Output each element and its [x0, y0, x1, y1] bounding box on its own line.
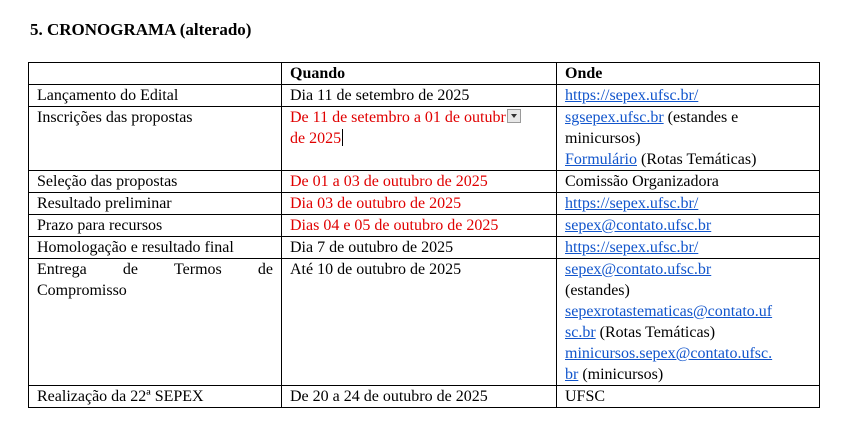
cell-what: Seleção das propostas — [29, 171, 282, 193]
cell-where — [557, 259, 820, 386]
where-note: (Rotas Temáticas) — [595, 324, 716, 341]
cell-what: Lançamento do Edital — [29, 85, 282, 107]
cell-what: Inscrições das propostas — [29, 107, 282, 171]
header-cell-empty — [29, 63, 282, 85]
link-sepex[interactable]: https://sepex.ufsc.br/ — [565, 195, 699, 212]
link-rotas-email-cont[interactable]: sc.br — [565, 324, 596, 341]
cell-when: Até 10 de outubro de 2025 — [282, 259, 557, 386]
where-note: (estandes e minicursos) — [565, 109, 739, 147]
table-row — [29, 386, 820, 408]
link-sepex-email[interactable]: sepex@contato.ufsc.br — [565, 217, 712, 234]
link-minicursos-email[interactable]: minicursos.sepex@contato.ufsc. — [565, 345, 773, 362]
cell-when: Dias 04 e 05 de outubro de 2025 — [282, 215, 557, 237]
when-text-line1: De 11 de setembro a 01 de outubr — [290, 109, 506, 126]
cell-when: De 01 a 03 de outubro de 2025 — [282, 171, 557, 193]
table-row — [29, 171, 820, 193]
schedule-table — [28, 62, 820, 408]
cell-what — [29, 259, 282, 386]
table-row — [29, 193, 820, 215]
cell-where — [557, 85, 820, 107]
chevron-down-icon[interactable] — [507, 109, 521, 123]
link-rotas-email[interactable]: sepexrotastematicas@contato.uf — [565, 303, 773, 320]
table-row — [29, 85, 820, 107]
what-word: Termos — [174, 261, 222, 278]
cell-when: Dia 11 de setembro de 2025 — [282, 85, 557, 107]
what-justified-line — [37, 259, 273, 280]
cell-what: Resultado preliminar — [29, 193, 282, 215]
table-row — [29, 107, 820, 171]
table-row — [29, 237, 820, 259]
text-cursor — [342, 129, 343, 146]
what-word: Entrega — [37, 261, 87, 278]
cell-what: Prazo para recursos — [29, 215, 282, 237]
link-minicursos-email-cont[interactable]: br — [565, 366, 579, 383]
table-row — [29, 259, 820, 386]
cell-where — [557, 237, 820, 259]
header-cell-onde: Onde — [557, 63, 820, 85]
what-word: de — [122, 261, 138, 278]
what-line2: Compromisso — [37, 282, 127, 299]
table-header-row — [29, 63, 820, 85]
link-formulario[interactable]: Formulário — [565, 151, 637, 168]
cell-when[interactable] — [282, 107, 557, 171]
section-title: 5. CRONOGRAMA (alterado) — [30, 20, 252, 39]
cell-what: Homologação e resultado final — [29, 237, 282, 259]
link-sepex[interactable]: https://sepex.ufsc.br/ — [565, 87, 699, 104]
header-cell-quando: Quando — [282, 63, 557, 85]
cell-when: Dia 7 de outubro de 2025 — [282, 237, 557, 259]
cell-when: Dia 03 de outubro de 2025 — [282, 193, 557, 215]
where-note: (minicursos) — [578, 366, 664, 383]
cell-where — [557, 215, 820, 237]
cell-when: De 20 a 24 de outubro de 2025 — [282, 386, 557, 408]
where-note: (estandes) — [565, 282, 630, 299]
link-sepex[interactable]: https://sepex.ufsc.br/ — [565, 239, 699, 256]
when-text-line2: de 2025 — [290, 130, 342, 147]
cell-where — [557, 107, 820, 171]
link-sepex-email[interactable]: sepex@contato.ufsc.br — [565, 261, 712, 278]
cell-where: UFSC — [557, 386, 820, 408]
cell-what: Realização da 22ª SEPEX — [29, 386, 282, 408]
where-note: (Rotas Temáticas) — [637, 151, 757, 168]
what-word: de — [257, 261, 273, 278]
link-sgsepex[interactable]: sgsepex.ufsc.br — [565, 109, 664, 126]
cell-where — [557, 193, 820, 215]
table-row — [29, 215, 820, 237]
cell-where: Comissão Organizadora — [557, 171, 820, 193]
